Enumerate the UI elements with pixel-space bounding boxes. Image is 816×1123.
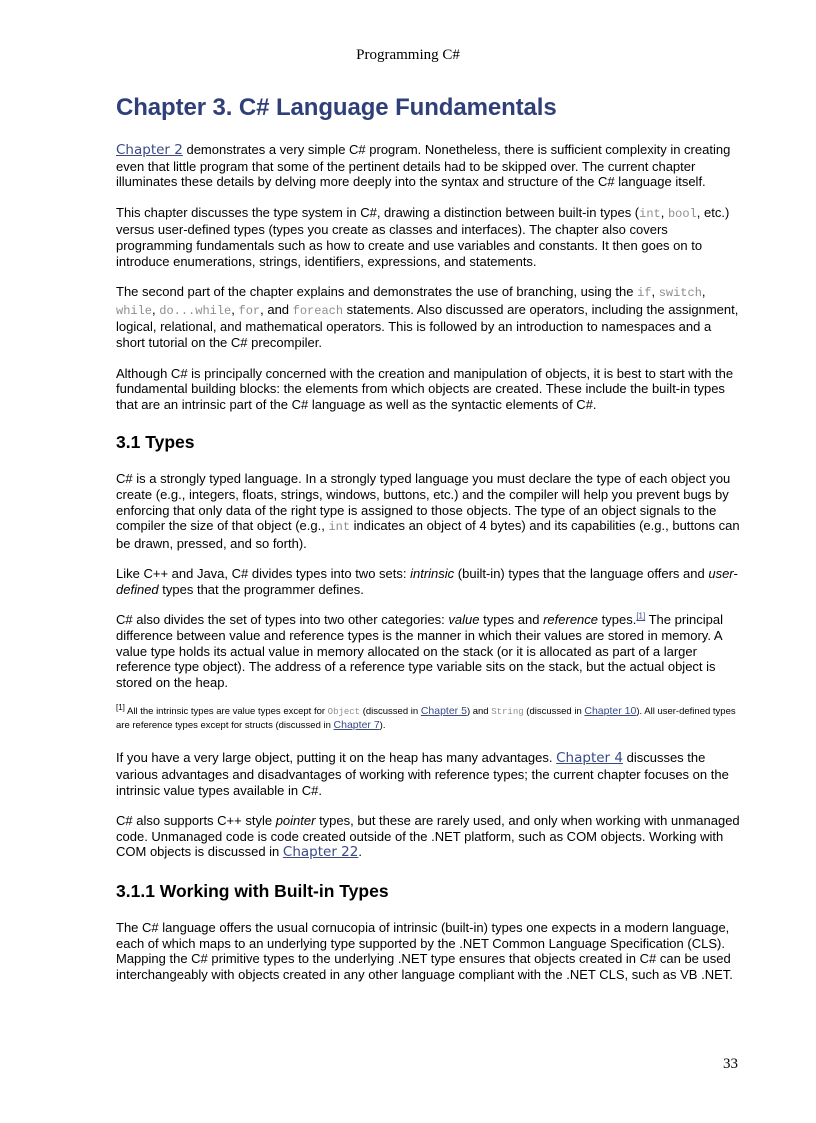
section-builtin-heading: 3.1.1 Working with Built-in Types xyxy=(116,881,389,901)
chapter-title: Chapter 3. C# Language Fundamentals xyxy=(116,94,557,121)
code-object: Object xyxy=(327,707,361,718)
builtin-types-paragraph: The C# language offers the usual cornucopia of intrinsic (built-in) types one expects in a modern language, each of which maps to an underlying type supported by the .NET Common Language Specification (CLS). Mapping the C# primitive types to the underlying .NET type ensures that objects created in C# can be used interchangeably with objects created in any other language compliant with the .NET CLS, such as VB .NET. xyxy=(116,920,733,982)
code-do-while: do...while xyxy=(159,303,232,318)
chapter-5-link[interactable]: Chapter 5 xyxy=(420,705,467,718)
heap-paragraph: If you have a very large object, putting it on the heap has many advantages. Chapter 4 discusses the various advantages and disadvantages of working with reference types; the current chapter focuses on the intrinsic value types available in C#. xyxy=(116,750,729,798)
page-content xyxy=(116,94,740,997)
chapter-22-link[interactable]: Chapter 22 xyxy=(282,844,359,861)
type-system-paragraph: This chapter discusses the type system in C#, drawing a distinction between built-in types (int, bool, etc.) versus user-defined types (types you create as classes and interfaces). The chapter also covers programming fundamentals such as how to create and use variables and constants. It then goes on to introduce enumerations, strings, identifiers, expressions, and statements. xyxy=(116,204,730,269)
type-sets-paragraph: Like C++ and Java, C# divides types into two sets: intrinsic (built-in) types that the language offers and user-defined types that the programmer defines. xyxy=(116,566,738,597)
code-string: String xyxy=(491,707,524,718)
value-reference-paragraph: C# also divides the set of types into two other categories: value types and reference types.[1] The principal difference between value and reference types is the manner in which their values are stored in memory. A value type holds its actual value in memory allocated on the stack (or it is allocated as part of a larger reference type object). The address of a reference type variable sits on the stack, but the actual object is stored on the heap. xyxy=(116,612,724,690)
strongly-typed-paragraph: C# is a strongly typed language. In a strongly typed language you must declare the type of each object you create (e.g., integers, floats, strings, windows, buttons, etc.) and the compiler will help you prevent bugs by enforcing that only data of the right type is assigned to those objects. The type of an object signals to the compiler the size of that object (e.g., int indicates an object of 4 bytes) and its capabilities (e.g., buttons can be drawn, pressed, and so forth). xyxy=(116,471,740,551)
page-number: 33 xyxy=(723,1056,738,1072)
chapter-10-link[interactable]: Chapter 10 xyxy=(584,705,637,718)
code-if: if xyxy=(637,286,652,301)
running-header: Programming C# xyxy=(356,47,460,63)
code-switch: switch xyxy=(658,286,702,301)
footnote-1-reference[interactable]: [1] xyxy=(636,612,646,622)
footnote-1: [1] All the intrinsic types are value types except for Object (discussed in Chapter 5) and String (discussed in Chapter 10). All user-defined types are reference types except for structs (discussed in Chapter 7). xyxy=(116,703,736,731)
branching-paragraph: The second part of the chapter explains and demonstrates the use of branching, using the if, switch, while, do...while, for, and foreach statements. Also discussed are operators, including the assignment, logical, relational, and mathematical operators. This is followed by an introduction to namespaces and a short tutorial on the C# precompiler. xyxy=(116,284,739,350)
chapter-7-link[interactable]: Chapter 7 xyxy=(333,718,380,731)
code-int: int xyxy=(639,206,661,221)
code-for: for xyxy=(238,303,261,318)
code-bool: bool xyxy=(667,206,697,221)
pointer-paragraph: C# also supports C++ style pointer types, but these are rarely used, and only when working with unmanaged code. Unmanaged code is code created outside of the .NET platform, such as COM objects. Working with COM objects is discussed in Chapter 22. xyxy=(116,813,740,861)
intro-paragraph: Chapter 2 demonstrates a very simple C# program. Nonetheless, there is sufficient complexity in creating even that little program that some of the pertinent details had to be skipped over. The current chapter illuminates these details by delving more deeply into the syntax and structure of the C# language itself. xyxy=(116,142,731,190)
section-types-heading: 3.1 Types xyxy=(116,432,195,453)
footnote-marker: [1] xyxy=(116,703,125,713)
chapter-4-link[interactable]: Chapter 4 xyxy=(556,750,623,767)
code-foreach: foreach xyxy=(292,303,344,318)
code-while: while xyxy=(116,303,153,318)
code-int: int xyxy=(328,520,351,535)
building-blocks-paragraph: Although C# is principally concerned with the creation and manipulation of objects, it is best to start with the fundamental building blocks: the elements from which objects are created. These include the built-in types that are an intrinsic part of the C# language as well as the syntactic elements of C#. xyxy=(116,365,734,412)
chapter-2-link[interactable]: Chapter 2 xyxy=(116,142,183,158)
